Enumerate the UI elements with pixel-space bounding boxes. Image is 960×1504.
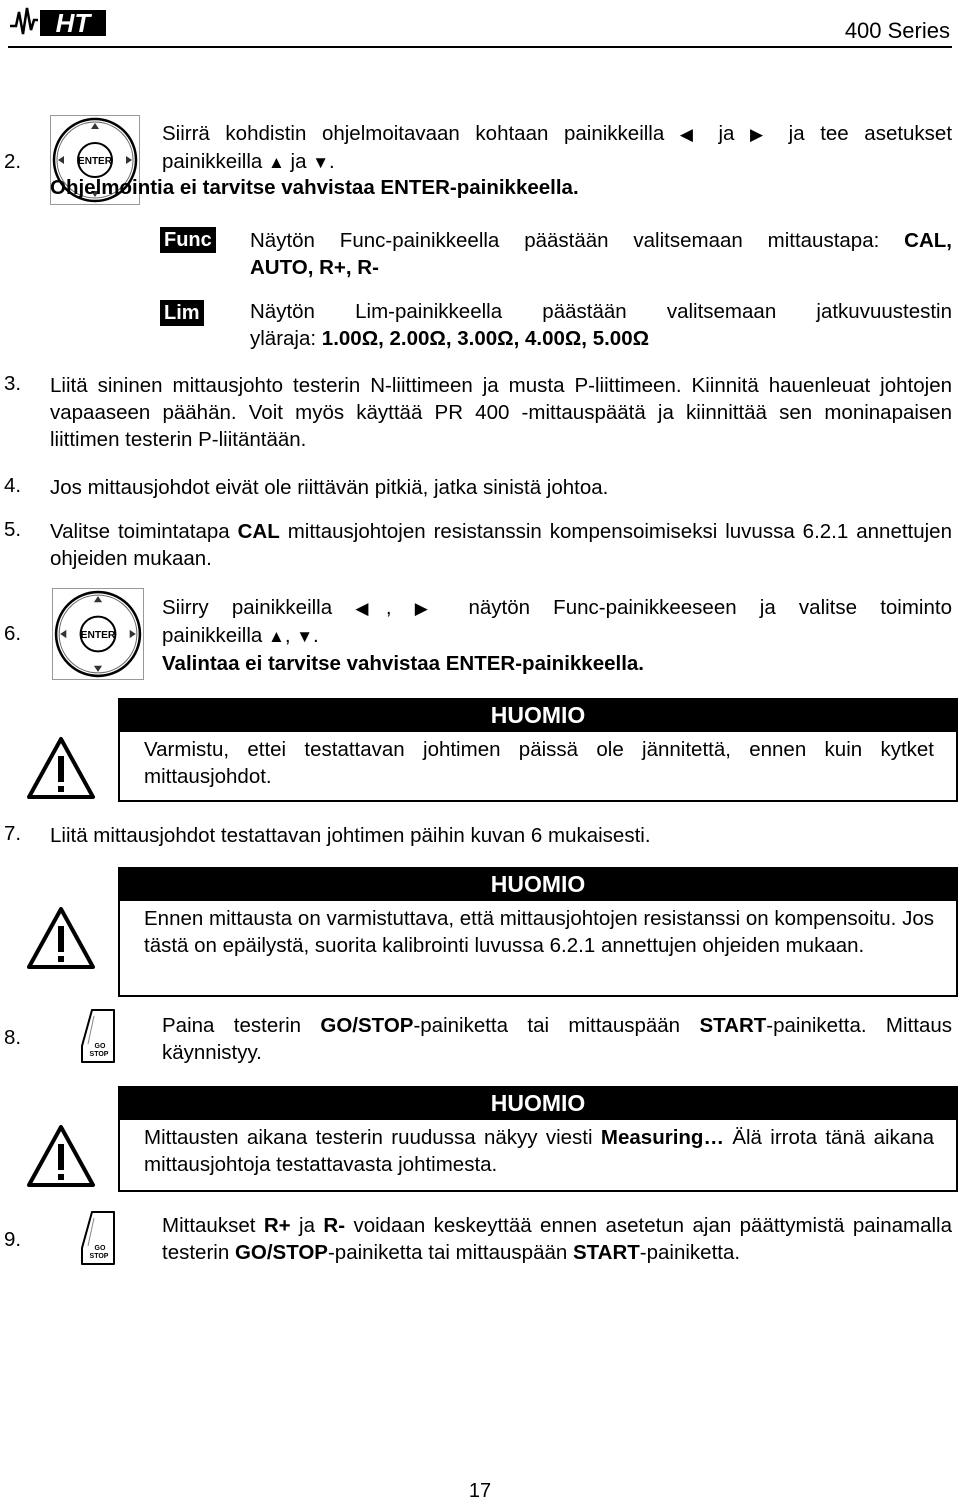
svg-text:ENTER: ENTER bbox=[78, 156, 112, 167]
step-9-number: 9. bbox=[4, 1228, 22, 1251]
note-2-banner: HUOMIO bbox=[118, 867, 958, 901]
func-key-tag: Func bbox=[160, 227, 216, 253]
right-arrow-icon: ▶ bbox=[414, 599, 446, 618]
step-7-number: 7. bbox=[4, 822, 22, 845]
step-3-text: Liitä sininen mittausjohto testerin N-liittimeen ja musta P-liittimeen. Kiinnitä hauenleuat johtojen vapaaseen päähän. Voit myös käyttää PR 400 -mittauspäätä ja kiinnittää sen moninapaisen liittimen testerin P-liitäntään. bbox=[50, 374, 952, 451]
step-8-text: Paina testerin GO/STOP-painiketta tai mittauspään START-painiketta. Mittaus käynnistyy. bbox=[162, 1014, 952, 1064]
note-3-text: Mittausten aikana testerin ruudussa näkyy viesti Measuring… Älä irrota tänä aikana mittausjohtoja testattavasta johtimesta. bbox=[144, 1126, 935, 1176]
warning-triangle-icon bbox=[26, 736, 96, 800]
ht-logo bbox=[8, 4, 108, 40]
svg-text:STOP: STOP bbox=[89, 1253, 109, 1260]
lim-description: Näytön Lim-painikkeella päästään valitsemaan jatkuvuustestin yläraja: 1.00Ω, 2.00Ω, 3.00Ω, 4.00Ω, 5.00Ω bbox=[250, 300, 952, 350]
note-1-box bbox=[118, 732, 958, 802]
note-1-banner: HUOMIO bbox=[118, 698, 958, 732]
enter-keypad-icon bbox=[52, 588, 144, 680]
go-stop-button-icon bbox=[80, 1008, 116, 1064]
logo-text: HT bbox=[55, 8, 91, 38]
page-number: 17 bbox=[468, 1480, 492, 1502]
step-4-number: 4. bbox=[4, 474, 22, 497]
step-2-text: Siirrä kohdistin ohjelmoitavaan kohtaan painikkeilla ◀ ja ▶ ja tee asetukset painikkeilla ▲ ja ▼. bbox=[162, 122, 953, 173]
right-arrow-icon: ▶ bbox=[750, 125, 774, 144]
note-1-text: Varmistu, ettei testattavan johtimen päissä ole jännitettä, ennen kuin kytket mittausjohdot. bbox=[144, 738, 934, 788]
left-arrow-icon: ◀ bbox=[355, 599, 386, 618]
down-arrow-icon: ▼ bbox=[296, 627, 314, 646]
series-label: 400 Series bbox=[844, 18, 950, 43]
step-6-bold-note: Valintaa ei tarvitse vahvistaa ENTER-painikkeella. bbox=[162, 652, 644, 675]
left-arrow-icon: ◀ bbox=[679, 125, 703, 144]
step-3-number: 3. bbox=[4, 372, 22, 395]
svg-text:GO: GO bbox=[94, 1043, 106, 1050]
warning-triangle-icon bbox=[26, 1124, 96, 1188]
step-5-number: 5. bbox=[4, 518, 22, 541]
lim-key-tag: Lim bbox=[160, 300, 204, 326]
svg-text:GO: GO bbox=[94, 1245, 106, 1252]
note-2-text: Ennen mittausta on varmistuttava, että mittausjohtojen resistanssi on kompensoitu. Jos tästä on epäilystä, suorita kalibrointi luvussa 6.2.1 annettujen ohjeiden mukaan. bbox=[144, 907, 934, 957]
up-arrow-icon: ▲ bbox=[267, 627, 285, 646]
step-7-text: Liitä mittausjohdot testattavan johtimen päihin kuvan 6 mukaisesti. bbox=[50, 824, 651, 847]
step-4-text: Jos mittausjohdot eivät ole riittävän pitkiä, jatka sinistä johtoa. bbox=[50, 476, 609, 499]
step-5-text: Valitse toimintatapa CAL mittausjohtojen resistanssin kompensoimiseksi luvussa 6.2.1 annettujen ohjeiden mukaan. bbox=[50, 520, 952, 570]
note-2-box bbox=[118, 901, 958, 997]
note-3-box bbox=[118, 1120, 958, 1192]
warning-triangle-icon bbox=[26, 906, 96, 970]
header-rule bbox=[8, 46, 952, 48]
svg-text:STOP: STOP bbox=[89, 1051, 109, 1058]
note-3-banner: HUOMIO bbox=[118, 1086, 958, 1120]
step-2-bold-note: Ohjelmointia ei tarvitse vahvistaa ENTER-painikkeella. bbox=[50, 176, 579, 199]
step-6-text: Siirry painikkeilla ◀, ▶ näytön Func-painikkeeseen ja valitse toiminto painikkeilla ▲, ▼. Valintaa ei tarvitse vahvistaa ENTER-painikkeella. bbox=[162, 596, 952, 675]
step-8-number: 8. bbox=[4, 1026, 22, 1049]
svg-text:ENTER: ENTER bbox=[80, 630, 116, 642]
step-9-text: Mittaukset R+ ja R- voidaan keskeyttää ennen asetetun ajan päättymistä painamalla testerin GO/STOP-painiketta tai mittauspään START-painiketta. bbox=[162, 1214, 953, 1264]
go-stop-button-icon bbox=[80, 1210, 116, 1266]
up-arrow-icon: ▲ bbox=[267, 153, 285, 172]
func-description: Näytön Func-painikkeella päästään valitsemaan mittaustapa: CAL, AUTO, R+, R- bbox=[250, 229, 952, 279]
step-6-number: 6. bbox=[4, 622, 22, 645]
down-arrow-icon: ▼ bbox=[312, 153, 330, 172]
step-2-number: 2. bbox=[4, 150, 22, 173]
